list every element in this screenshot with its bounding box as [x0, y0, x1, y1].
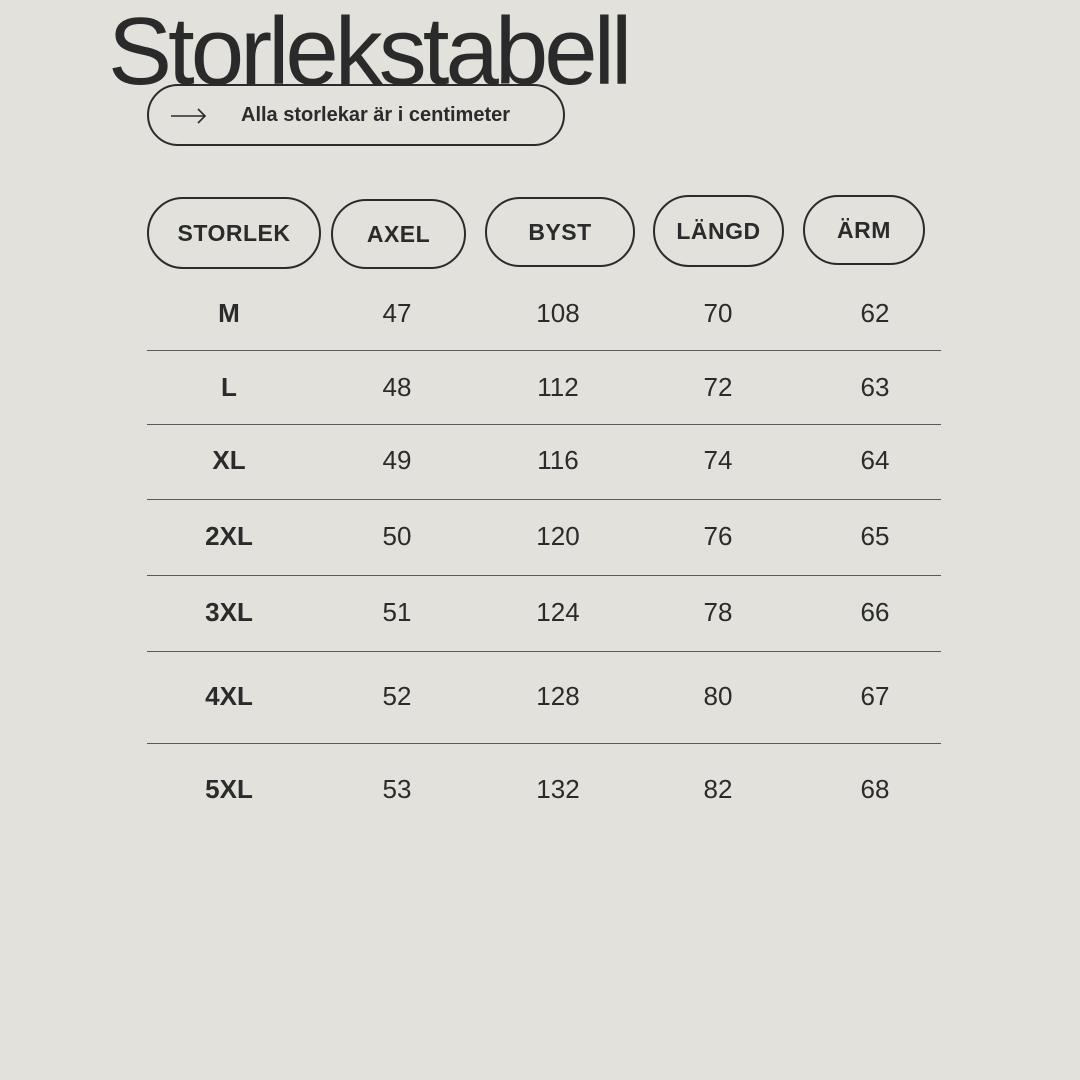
cell-arm: 66 — [860, 597, 890, 627]
cell-size: M — [218, 298, 240, 328]
cell-langd: 78 — [703, 597, 733, 627]
cell-arm: 68 — [860, 774, 890, 804]
cell-byst: 116 — [537, 445, 579, 475]
cell-langd: 80 — [703, 681, 733, 711]
units-note — [147, 84, 565, 146]
cell-byst: 108 — [536, 298, 580, 328]
cell-arm: 65 — [860, 521, 890, 551]
header-langd: LÄNGD — [653, 195, 784, 267]
cell-arm: 67 — [860, 681, 890, 711]
row-divider — [147, 499, 941, 500]
cell-axel: 53 — [382, 774, 412, 804]
cell-axel: 52 — [382, 681, 412, 711]
header-axel: AXEL — [331, 199, 466, 269]
cell-arm: 64 — [860, 445, 890, 475]
cell-langd: 74 — [703, 445, 733, 475]
cell-byst: 128 — [536, 681, 580, 711]
cell-size: XL — [212, 445, 246, 475]
cell-byst: 112 — [537, 372, 579, 402]
cell-size: 5XL — [205, 774, 253, 804]
cell-byst: 124 — [536, 597, 580, 627]
cell-langd: 70 — [703, 298, 733, 328]
cell-axel: 49 — [382, 445, 412, 475]
cell-size: 2XL — [205, 521, 253, 551]
cell-byst: 120 — [536, 521, 580, 551]
cell-langd: 82 — [703, 774, 733, 804]
cell-size: L — [221, 372, 237, 402]
row-divider — [147, 575, 941, 576]
header-storlek: STORLEK — [147, 197, 321, 269]
cell-byst: 132 — [536, 774, 580, 804]
cell-langd: 72 — [703, 372, 733, 402]
row-divider — [147, 743, 941, 744]
cell-size: 3XL — [205, 597, 253, 627]
cell-axel: 50 — [382, 521, 412, 551]
arrow-right-icon — [169, 105, 209, 127]
cell-arm: 63 — [860, 372, 890, 402]
row-divider — [147, 350, 941, 351]
cell-arm: 62 — [860, 298, 890, 328]
cell-size: 4XL — [205, 681, 253, 711]
cell-axel: 47 — [382, 298, 412, 328]
row-divider — [147, 651, 941, 652]
cell-axel: 48 — [382, 372, 412, 402]
cell-axel: 51 — [382, 597, 412, 627]
header-byst: BYST — [485, 197, 635, 267]
units-note-text: Alla storlekar är i centimeter — [241, 104, 511, 126]
cell-langd: 76 — [703, 521, 733, 551]
row-divider — [147, 424, 941, 425]
page-title: Storlekstabell — [108, 0, 629, 105]
header-arm: ÄRM — [803, 195, 925, 265]
